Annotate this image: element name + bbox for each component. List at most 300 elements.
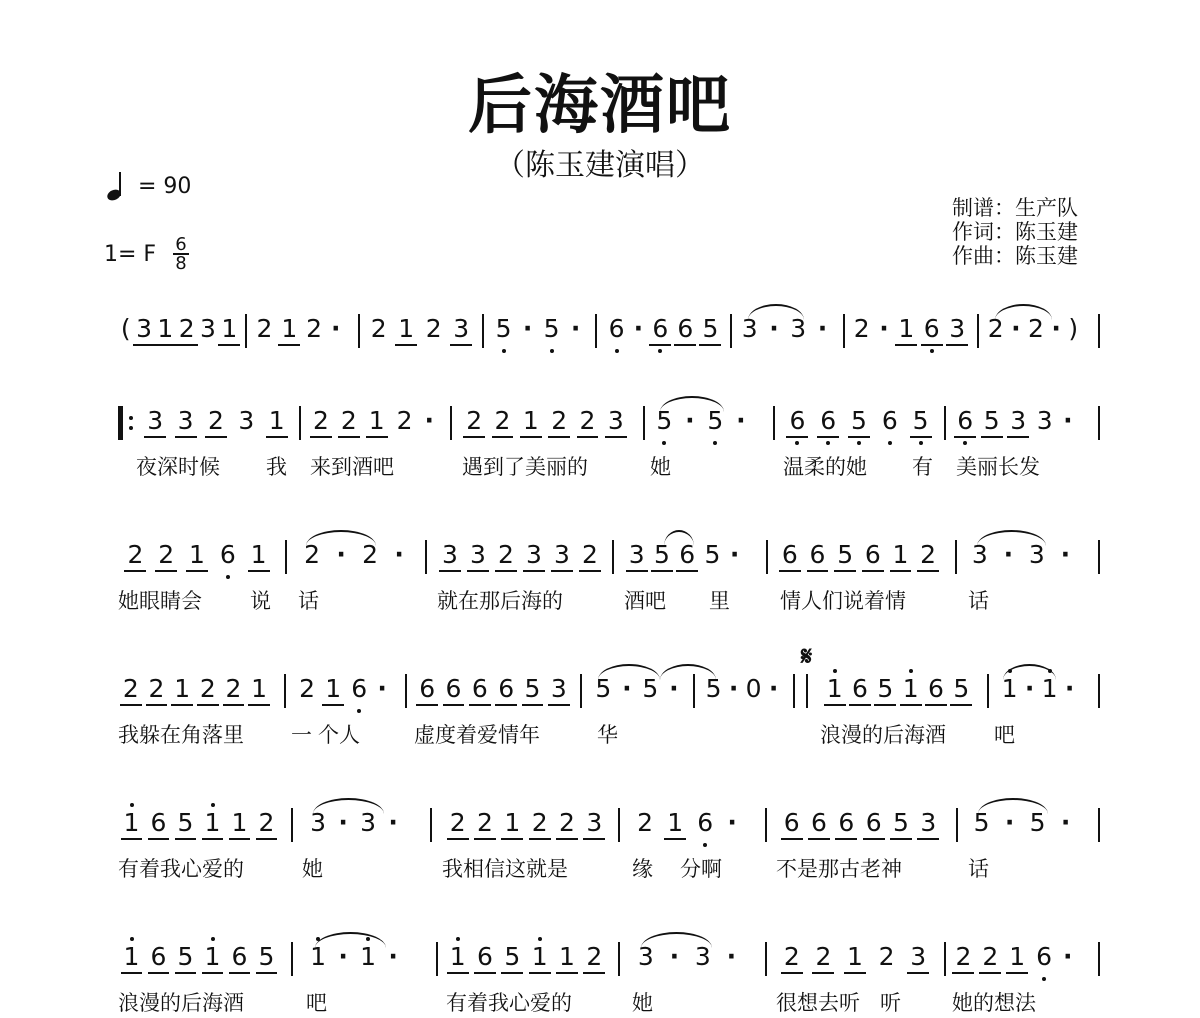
barline <box>291 808 293 842</box>
note: 6 <box>783 808 800 837</box>
measure <box>444 944 608 978</box>
measure <box>952 408 1078 442</box>
note: 5 <box>705 674 722 703</box>
note: 5 <box>177 808 194 837</box>
measure <box>140 408 292 442</box>
note: 1 <box>1041 674 1058 703</box>
augmentation-dot: · <box>633 314 644 343</box>
measure <box>252 316 345 350</box>
lyric-text: 她的想法 <box>952 991 1036 1015</box>
lyric-text: 一 <box>291 723 312 747</box>
lyric-text: 就在那后海的 <box>437 589 563 613</box>
note: 2 <box>878 942 895 971</box>
augmentation-dot: · <box>622 674 632 703</box>
note: 3 <box>550 674 567 703</box>
note: 3 <box>910 942 927 971</box>
lyric-text: 她眼睛会 <box>118 589 202 613</box>
augmentation-dot: · <box>1004 808 1015 837</box>
note: 6 <box>231 942 248 971</box>
barline <box>1098 808 1100 842</box>
note: 6 <box>150 808 167 837</box>
note: 6 <box>150 942 167 971</box>
measure <box>118 676 272 710</box>
measure <box>604 316 723 350</box>
note: 1 <box>268 406 285 435</box>
note: 2 <box>637 808 653 837</box>
barline <box>580 674 582 708</box>
note: 3 <box>949 314 966 343</box>
tie-slur <box>641 932 712 948</box>
measure <box>650 408 752 442</box>
barline <box>450 406 452 440</box>
lyric-text: 话 <box>968 857 989 881</box>
measure <box>778 810 942 844</box>
lyric-text: 她 <box>650 455 671 479</box>
tie-slur <box>660 396 724 412</box>
augmentation-dot: · <box>669 674 679 703</box>
note: 2 <box>127 540 144 569</box>
measure <box>444 810 608 844</box>
barline <box>405 674 407 708</box>
note: 1 <box>449 942 466 971</box>
barline <box>1098 314 1100 348</box>
measure <box>624 542 744 576</box>
augmentation-dot: · <box>1063 406 1073 435</box>
tie-slur <box>1003 664 1056 680</box>
note: 6 <box>351 674 368 703</box>
note: 3 <box>554 540 570 569</box>
augmentation-dot: · <box>728 674 739 703</box>
augmentation-dot: · <box>1060 540 1071 569</box>
tempo-text: = 90 <box>138 174 192 199</box>
augmentation-dot: · <box>726 942 737 971</box>
lyric-text: 不是那古老神 <box>776 857 902 881</box>
augmentation-dot: · <box>769 314 779 343</box>
measure <box>630 810 744 844</box>
note: 6 <box>498 674 515 703</box>
note: 2 <box>312 406 329 435</box>
note: 3 <box>470 540 486 569</box>
note: 2 <box>987 314 1004 343</box>
barline <box>1098 674 1100 708</box>
note: 2 <box>815 942 832 971</box>
lyric-text: 说 <box>250 589 271 613</box>
measure <box>849 316 970 350</box>
barline <box>1098 540 1100 574</box>
note: 1 <box>902 674 919 703</box>
note: 3 <box>360 808 377 837</box>
repeat-barline <box>118 406 123 440</box>
note: 1 <box>892 540 909 569</box>
lyric-text: 有着我心爱的 <box>446 991 572 1015</box>
note: 1 <box>325 674 342 703</box>
measure <box>736 316 833 350</box>
subtitle: （陈玉建演唱） <box>495 148 705 183</box>
augmentation-dot: · <box>1064 674 1075 703</box>
note: 6 <box>445 674 462 703</box>
note: 3 <box>238 406 255 435</box>
measure <box>294 676 392 710</box>
note: 1 <box>667 808 684 837</box>
note: 2 <box>225 674 242 703</box>
lyric-text: 华 <box>597 723 618 747</box>
lyric-text: 来到酒吧 <box>310 455 394 479</box>
lyric-text: 遇到了美丽的 <box>462 455 588 479</box>
note: 2 <box>582 540 598 569</box>
measure <box>118 944 280 978</box>
note: 2 <box>199 674 216 703</box>
note: 6 <box>789 406 806 435</box>
note: 2 <box>148 674 165 703</box>
augmentation-dot: · <box>768 674 779 703</box>
measure <box>782 408 936 442</box>
note: 6 <box>809 540 826 569</box>
measure <box>998 676 1078 710</box>
barline <box>285 540 287 574</box>
note: 1 <box>231 808 248 837</box>
augmentation-dot: · <box>336 540 346 569</box>
note: 1 <box>847 942 863 971</box>
measure <box>120 542 274 576</box>
measure <box>950 944 1078 978</box>
note: 1 <box>281 314 298 343</box>
barline <box>618 942 620 976</box>
note: 1 <box>123 942 140 971</box>
barline <box>944 406 946 440</box>
quarter-note-stem <box>119 172 121 196</box>
note: 1 <box>157 314 174 343</box>
note: 1 <box>1009 942 1026 971</box>
note: 6 <box>1036 942 1053 971</box>
time-bottom: 8 <box>175 253 187 274</box>
lyric-text: 话 <box>968 589 989 613</box>
note: 1 <box>250 540 267 569</box>
note: 3 <box>310 808 327 837</box>
note: 6 <box>852 674 868 703</box>
barline <box>773 406 775 440</box>
lyric-text: 我相信这就是 <box>442 857 568 881</box>
notation-row <box>0 660 1200 750</box>
note: 6 <box>838 808 855 837</box>
note: 1 <box>189 540 205 569</box>
note: 6 <box>820 406 837 435</box>
note: 1 <box>1001 674 1018 703</box>
augmentation-dot: · <box>338 942 348 971</box>
lyric-text: 我 <box>266 455 287 479</box>
note: 6 <box>419 674 436 703</box>
note: 6 <box>881 406 898 435</box>
measure <box>304 944 404 978</box>
note: ( <box>120 314 131 343</box>
note: 6 <box>652 314 669 343</box>
tie-slur <box>598 664 660 680</box>
note: 6 <box>608 314 625 343</box>
augmentation-dot: · <box>1011 314 1021 343</box>
tie-slur <box>977 530 1046 546</box>
lyric-text: 听 <box>880 991 901 1015</box>
barline <box>956 808 958 842</box>
note: 2 <box>258 808 275 837</box>
note: 2 <box>783 942 800 971</box>
note: 5 <box>893 808 909 837</box>
note: 5 <box>877 674 894 703</box>
measure <box>984 316 1082 350</box>
note: 2 <box>494 406 511 435</box>
note: 3 <box>177 406 194 435</box>
augmentation-dot: · <box>685 406 695 435</box>
lyric-text: 吧 <box>306 991 327 1015</box>
note: 5 <box>524 674 541 703</box>
barline <box>1098 942 1100 976</box>
note: 5 <box>837 540 854 569</box>
note: 2 <box>586 942 603 971</box>
note: 5 <box>953 674 970 703</box>
barline <box>806 674 808 708</box>
note: 2 <box>299 674 315 703</box>
note: 3 <box>442 540 458 569</box>
note: 6 <box>957 406 974 435</box>
lyric-text: 吧 <box>994 723 1015 747</box>
measure <box>296 542 412 576</box>
barline <box>245 314 247 348</box>
augmentation-dot: · <box>377 674 387 703</box>
note: 1 <box>251 674 268 703</box>
lyric-text: 虚度着爱情年 <box>414 723 540 747</box>
note: 2 <box>955 942 972 971</box>
note: 5 <box>495 314 512 343</box>
barline <box>1098 406 1100 440</box>
barline <box>284 674 286 708</box>
credits <box>952 196 1078 268</box>
tie-slur <box>313 798 384 814</box>
note: 3 <box>628 540 645 569</box>
time-signature <box>172 236 190 272</box>
note: 3 <box>694 942 711 971</box>
note: 2 <box>362 540 379 569</box>
notation-row <box>0 392 1200 482</box>
notation-row <box>0 526 1200 616</box>
note: 1 <box>531 942 548 971</box>
note: 3 <box>1010 406 1027 435</box>
augmentation-dot: · <box>727 808 737 837</box>
lyric-text: 美丽长发 <box>956 455 1040 479</box>
tie-slur <box>748 304 804 320</box>
barline <box>595 314 597 348</box>
tie-slur <box>664 530 694 546</box>
measure <box>590 676 684 710</box>
note: 6 <box>923 314 940 343</box>
barline <box>977 314 979 348</box>
augmentation-dot: · <box>424 406 434 435</box>
note: 1 <box>204 942 221 971</box>
barline <box>843 314 845 348</box>
note: 1 <box>123 808 140 837</box>
note: 6 <box>679 540 696 569</box>
measure <box>964 542 1078 576</box>
note: 5 <box>707 406 724 435</box>
measure <box>702 676 782 710</box>
augmentation-dot: · <box>1003 540 1014 569</box>
credit-composer: 作曲：陈玉建 <box>952 244 1078 268</box>
barline <box>955 540 957 574</box>
lyric-text: 浪漫的后海酒 <box>820 723 946 747</box>
note: 3 <box>200 314 216 343</box>
note: 2 <box>466 406 483 435</box>
augmentation-dot: · <box>669 942 680 971</box>
barline <box>643 406 645 440</box>
measure <box>776 542 942 576</box>
lyric-text: 分啊 <box>680 857 722 881</box>
augmentation-dot: · <box>331 314 341 343</box>
note: 1 <box>310 942 327 971</box>
lyric-text: 话 <box>298 589 319 613</box>
augmentation-dot: · <box>1051 314 1061 343</box>
key-text: 1= F <box>104 242 157 267</box>
note: 6 <box>864 540 881 569</box>
note: 3 <box>586 808 603 837</box>
barline <box>358 314 360 348</box>
note: 1 <box>368 406 385 435</box>
tie-slur <box>978 798 1048 814</box>
augmentation-dot: · <box>879 314 889 343</box>
notation-row <box>0 794 1200 884</box>
note: 5 <box>912 406 929 435</box>
measure <box>460 408 630 442</box>
augmentation-dot: · <box>570 314 581 343</box>
augmentation-dot: · <box>394 540 404 569</box>
note: 6 <box>471 674 488 703</box>
tie-slur <box>995 304 1052 320</box>
note: 3 <box>607 406 624 435</box>
note: 2 <box>1028 314 1044 343</box>
note: 5 <box>702 314 719 343</box>
measure <box>822 676 974 710</box>
note: 6 <box>928 674 944 703</box>
note: 2 <box>340 406 357 435</box>
measure <box>490 316 586 350</box>
lyric-text: 有 <box>912 455 933 479</box>
measure <box>436 542 604 576</box>
augmentation-dot: · <box>522 314 533 343</box>
note: 5 <box>258 942 275 971</box>
note: 2 <box>306 314 323 343</box>
note: 6 <box>677 314 694 343</box>
barline <box>291 942 293 976</box>
barline <box>793 674 795 708</box>
note: 5 <box>973 808 990 837</box>
lyric-text: 她 <box>632 991 653 1015</box>
lyric-text: 缘 <box>632 857 653 881</box>
note: 5 <box>595 674 612 703</box>
note: 3 <box>971 540 988 569</box>
note: 2 <box>551 406 568 435</box>
augmentation-dot: · <box>1024 674 1035 703</box>
note: 3 <box>526 540 542 569</box>
barline <box>730 314 732 348</box>
note: 5 <box>1029 808 1046 837</box>
note: 2 <box>208 406 224 435</box>
note: 1 <box>559 942 575 971</box>
lyric-text: 夜深时候 <box>136 455 220 479</box>
page-title: 后海酒吧 <box>468 69 732 143</box>
lyric-text: 里 <box>709 589 730 613</box>
note: 0 <box>745 674 762 703</box>
lyric-text: 酒吧 <box>624 589 666 613</box>
repeat-dots-icon <box>129 414 133 434</box>
time-top: 6 <box>175 234 187 255</box>
augmentation-dot: · <box>1062 942 1073 971</box>
lyric-text: 她 <box>302 857 323 881</box>
note: 1 <box>826 674 843 703</box>
credit-notation: 制谱：生产队 <box>952 196 1078 220</box>
barline <box>618 808 620 842</box>
augmentation-dot: · <box>388 808 398 837</box>
note: 3 <box>147 406 164 435</box>
lyric-text: 很想去听 <box>776 991 860 1015</box>
measure <box>776 944 934 978</box>
note: 2 <box>370 314 387 343</box>
augmentation-dot: · <box>736 406 746 435</box>
note: 3 <box>637 942 654 971</box>
note: 1 <box>174 674 191 703</box>
note: ) <box>1068 314 1079 343</box>
note: 5 <box>983 406 1000 435</box>
measure <box>414 676 572 710</box>
lyric-text: 情人们说着情 <box>780 589 906 613</box>
lyric-text: 我躲在角落里 <box>118 723 244 747</box>
lyric-text: 个人 <box>318 723 360 747</box>
note: 2 <box>256 314 273 343</box>
note: 5 <box>543 314 560 343</box>
barline <box>765 942 767 976</box>
note: 5 <box>177 942 194 971</box>
tie-slur <box>306 530 376 546</box>
note: 5 <box>504 942 521 971</box>
tie-slur <box>315 932 386 948</box>
note: 2 <box>498 540 514 569</box>
measure <box>365 316 475 350</box>
augmentation-dot: · <box>388 942 398 971</box>
note: 6 <box>781 540 798 569</box>
lyric-text: 温柔的她 <box>783 455 867 479</box>
note: 2 <box>477 808 493 837</box>
note: 2 <box>531 808 548 837</box>
note: 2 <box>579 406 596 435</box>
note: 2 <box>425 314 442 343</box>
barline <box>765 808 767 842</box>
measure <box>304 810 404 844</box>
note: 5 <box>851 406 867 435</box>
augmentation-dot: · <box>817 314 828 343</box>
augmentation-dot: · <box>729 540 740 569</box>
lyric-text: 浪漫的后海酒 <box>118 991 244 1015</box>
lyric-text: 有着我心爱的 <box>118 857 244 881</box>
note: 5 <box>642 674 659 703</box>
note: 2 <box>559 808 575 837</box>
note: 1 <box>522 406 539 435</box>
notation-row <box>0 300 1200 390</box>
note: 1 <box>204 808 221 837</box>
barline <box>987 674 989 708</box>
measure <box>630 944 744 978</box>
note: 6 <box>865 808 882 837</box>
segno-icon: 𝄋 <box>801 642 813 672</box>
note: 3 <box>1036 406 1053 435</box>
note: 2 <box>304 540 321 569</box>
note: 1 <box>360 942 377 971</box>
note: 1 <box>898 314 915 343</box>
barline <box>482 314 484 348</box>
